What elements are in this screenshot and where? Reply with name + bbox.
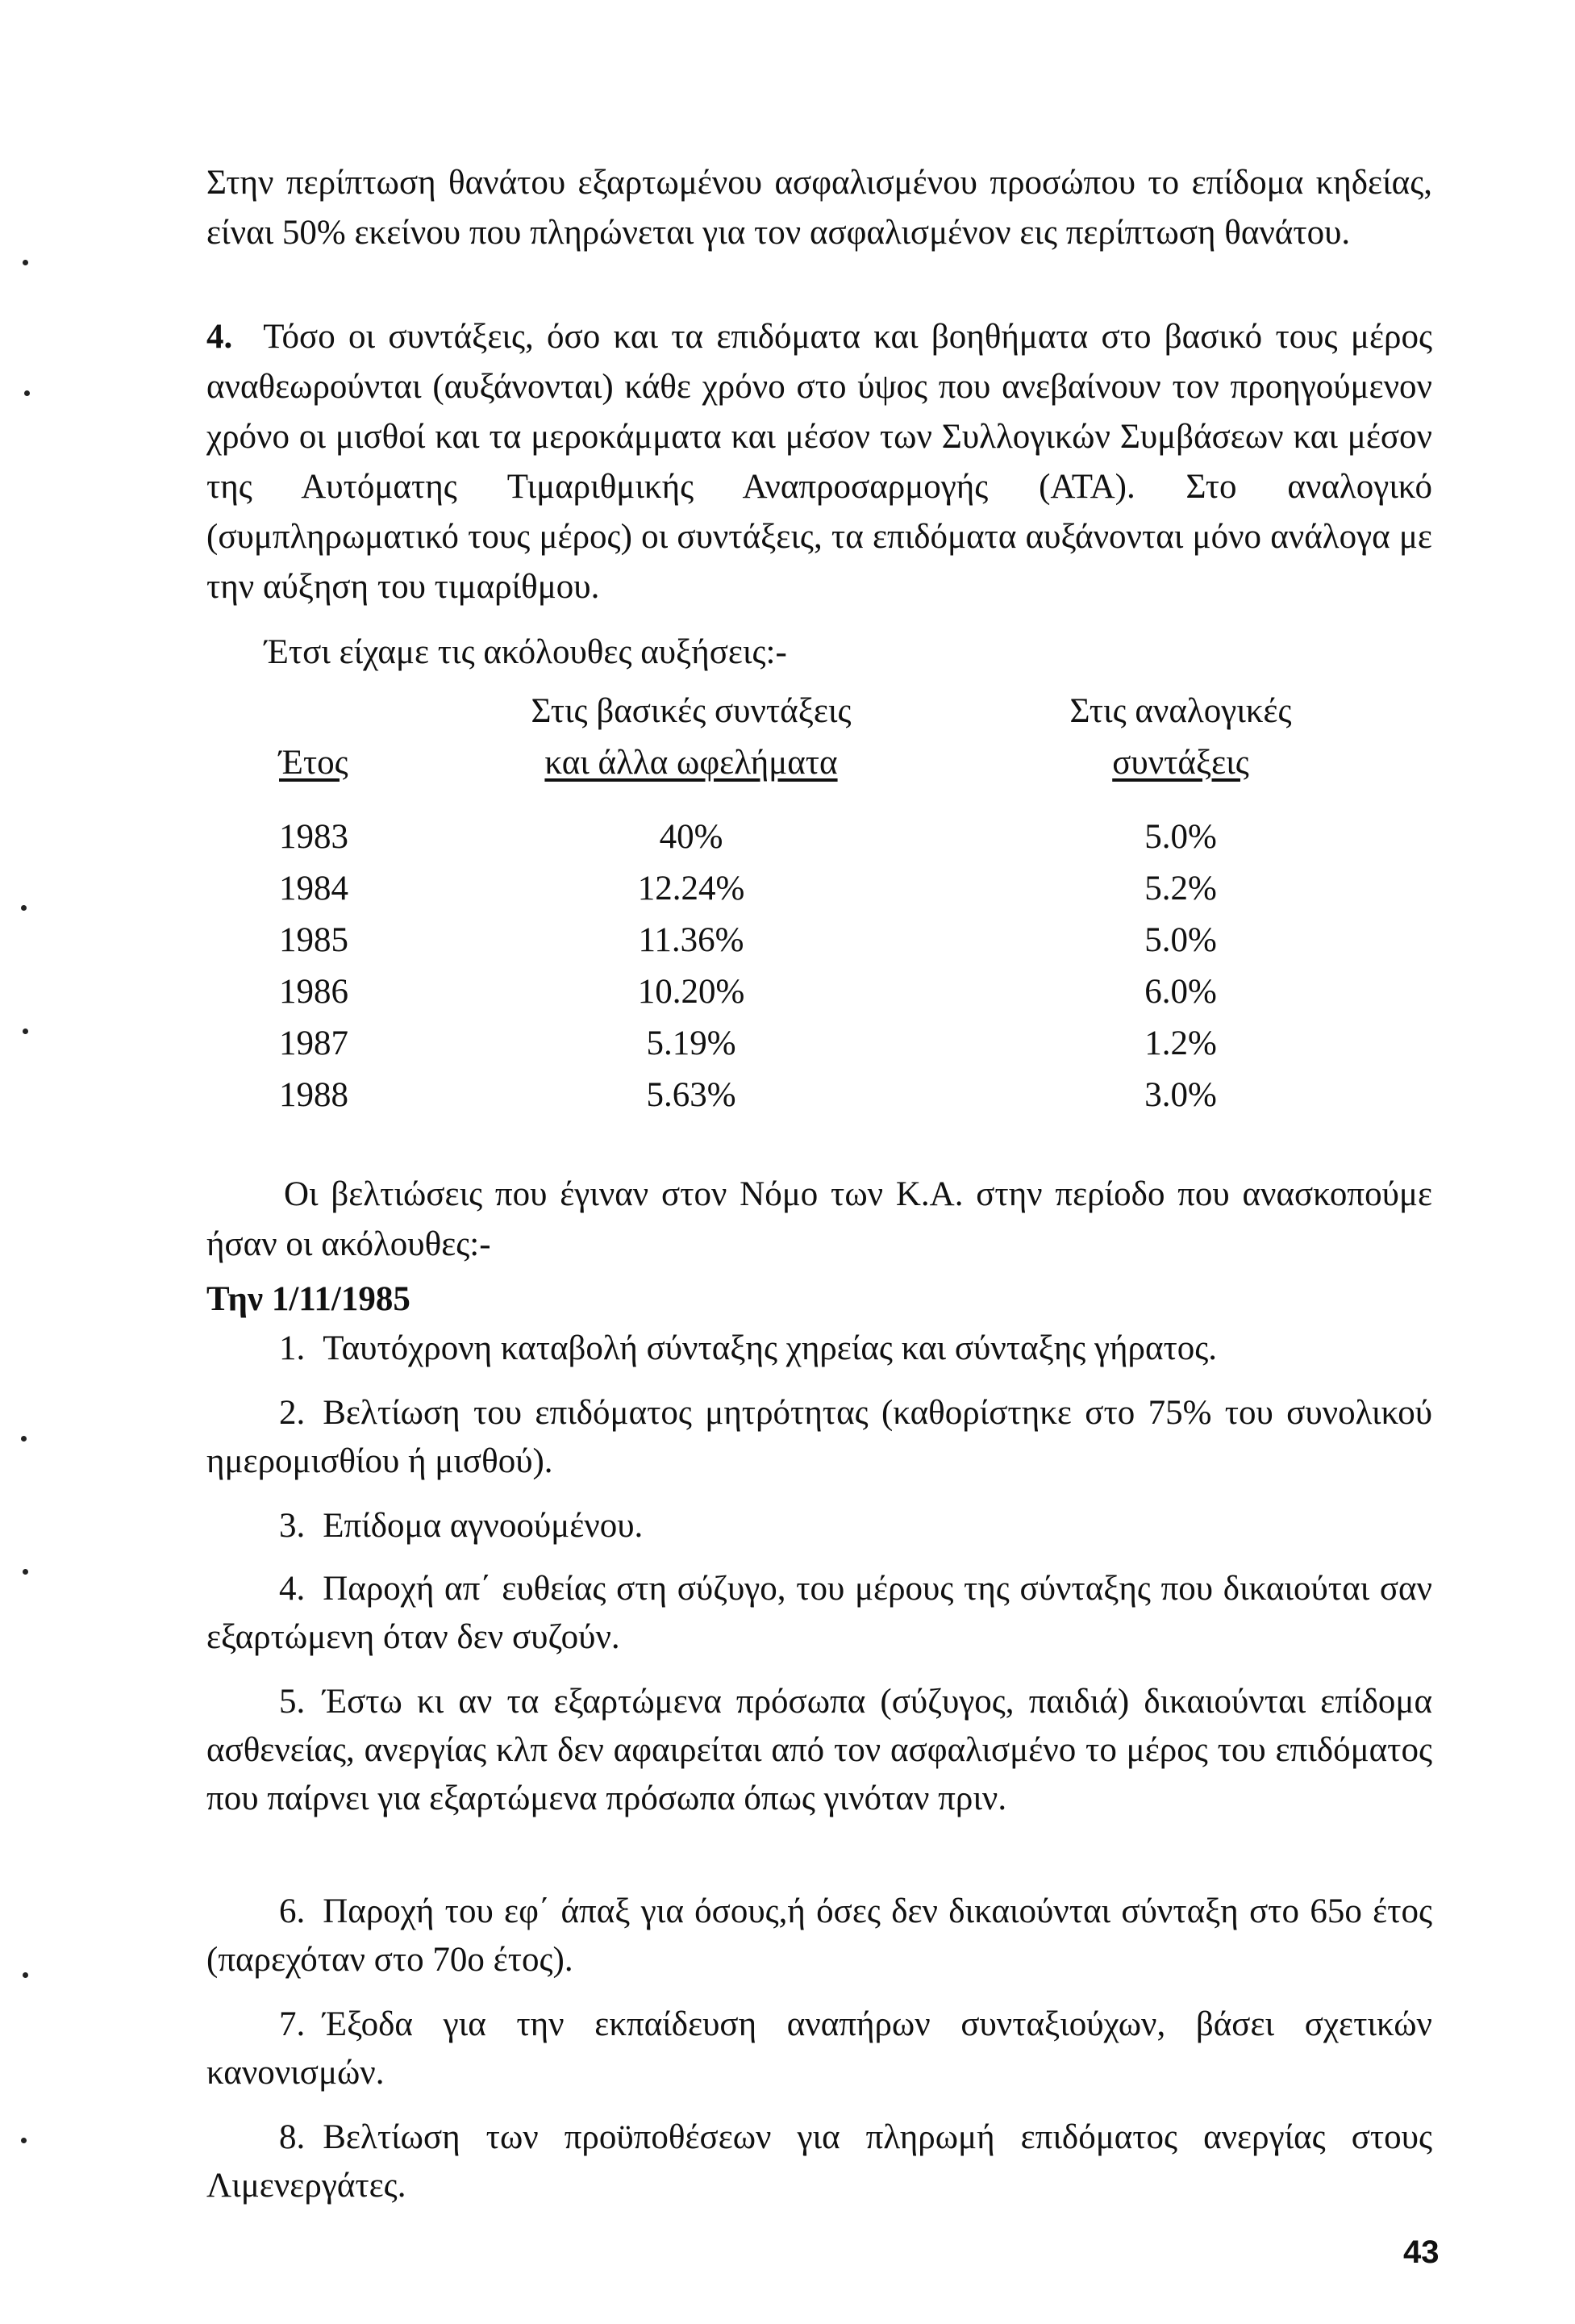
scan-speck: [23, 1028, 28, 1034]
row-1983-year: 1983: [279, 818, 348, 856]
improvement-item-4: 4. Παροχή απ΄ ευθείας στη σύζυγο, του μέρους της σύνταξης που δικαιούται σαν εξαρτώμενη όταν δεν συζούν.: [206, 1570, 1432, 1656]
row-1987-proportional: 1.2%: [1144, 1024, 1217, 1062]
improvements-intro: Οι βελτιώσεις που έγιναν στον Νόμο των Κ.Α. στην περίοδο που ανασκοπούμε ήσαν οι ακόλουθες:-: [206, 1175, 1432, 1263]
scan-speck: [21, 2138, 27, 2143]
row-1987-basic: 5.19%: [646, 1024, 736, 1062]
paragraph-funeral-allowance: Στην περίπτωση θανάτου εξαρτωμένου ασφαλισμένου προσώπου το επίδομα κηδείας, είναι 50% εκείνου που πληρώνεται για τον ασφαλισμένον εις περίπτωση θανάτου.: [206, 164, 1432, 252]
paragraph-pension-adjustment: [206, 312, 1432, 612]
row-1984-basic: 12.24%: [637, 870, 745, 907]
header-year: Έτος: [279, 744, 348, 782]
header-proportional-line2: συντάξεις: [1112, 744, 1249, 782]
row-1988-proportional: 3.0%: [1144, 1076, 1217, 1114]
scan-speck: [21, 905, 27, 911]
row-1986-basic: 10.20%: [637, 973, 745, 1011]
row-1983-basic: 40%: [659, 818, 723, 856]
improvement-item-2: 2. Βελτίωση του επιδόματος μητρότητας (καθορίστηκε στο 75% του συνολικού ημερομισθίου ή μισθού).: [206, 1394, 1432, 1480]
page-number: 43: [1403, 2234, 1440, 2270]
row-1983-proportional: 5.0%: [1144, 818, 1217, 856]
header-basic-line2: και άλλα ωφελήματα: [544, 744, 838, 782]
improvement-item-7: 7. Έξοδα για την εκπαίδευση αναπήρων συνταξιούχων, βάσει σχετικών κανονισμών.: [206, 2005, 1432, 2092]
row-1985-basic: 11.36%: [638, 921, 744, 959]
scan-speck: [21, 1436, 27, 1442]
row-1988-year: 1988: [279, 1076, 348, 1114]
paragraph-number: 4.: [206, 318, 233, 356]
row-1985-year: 1985: [279, 921, 348, 959]
scan-speck: [23, 1972, 28, 1978]
scan-speck: [24, 390, 30, 396]
row-1988-basic: 5.63%: [646, 1076, 736, 1114]
scan-speck: [23, 1569, 28, 1575]
improvement-item-1: 1. Ταυτόχρονη καταβολή σύνταξης χηρείας και σύνταξης γήρατος.: [279, 1329, 1218, 1367]
paragraph-text: Τόσο οι συντάξεις, όσο και τα επιδόματα και βοηθήματα στο βασικό τους μέρος αναθεωρούνται (αυξάνονται) κάθε χρόνο στο ύψος που ανεβαίνουν τον προηγούμενον χρόνο οι μισθοί και τα μεροκάμματα και μέσον των Συλλογικών Συμβάσεων και μέσον της Αυτόματης Τιμαριθμικής Αναπροσαρμογής (ΑΤΑ). Στο αναλογικό (συμπληρωματικό τους μέρος) οι συντάξεις, τα επιδόματα αυξάνονται μόνο ανάλογα με την αύξηση του τιμαρίθμου.: [206, 318, 1432, 606]
improvement-item-6: 6. Παροχή του εφ΄ άπαξ για όσους,ή όσες δεν δικαιούνται σύνταξη στο 65ο έτος (παρεχόταν στο 70ο έτος).: [206, 1892, 1432, 1979]
scan-speck: [23, 260, 28, 265]
improvement-item-8: 8. Βελτίωση των προϋποθέσεων για πληρωμή επιδόματος ανεργίας στους Λιμενεργάτες.: [206, 2118, 1432, 2205]
header-proportional-line1: Στις αναλογικές: [1069, 692, 1292, 730]
header-basic-line1: Στις βασικές συντάξεις: [531, 692, 852, 730]
row-1986-year: 1986: [279, 973, 348, 1011]
table-intro: Έτσι είχαμε τις ακόλουθες αυξήσεις:-: [265, 633, 787, 671]
row-1984-year: 1984: [279, 870, 348, 907]
row-1985-proportional: 5.0%: [1144, 921, 1217, 959]
improvement-item-3: 3. Επίδομα αγνοούμένου.: [279, 1507, 644, 1545]
improvements-date-heading: Την 1/11/1985: [206, 1280, 410, 1318]
row-1987-year: 1987: [279, 1024, 348, 1062]
row-1986-proportional: 6.0%: [1144, 973, 1217, 1011]
improvement-item-5: 5. Έστω κι αν τα εξαρτώμενα πρόσωπα (σύζυγος, παιδιά) δικαιούνται επίδομα ασθενείας, ανεργίας κλπ δεν αφαιρείται από τον ασφαλισμένο το μέρος του επιδόματος που παίρνει για εξαρτώμενα πρόσωπα όπως γινόταν πριν.: [206, 1683, 1432, 1817]
row-1984-proportional: 5.2%: [1144, 870, 1217, 907]
